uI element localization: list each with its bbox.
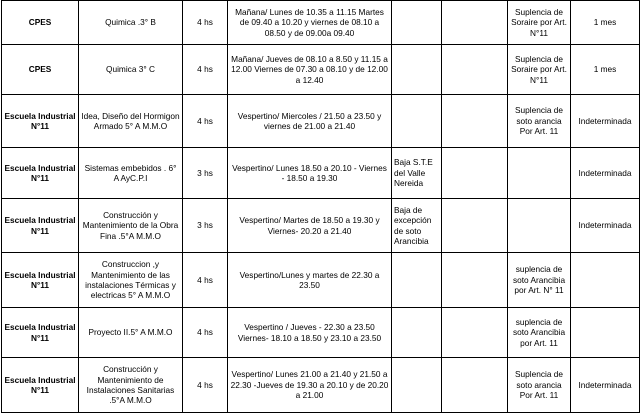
table-body bbox=[2, 1, 640, 413]
table-row bbox=[2, 308, 640, 358]
reason-cell bbox=[508, 199, 571, 253]
empty-cell bbox=[442, 199, 508, 253]
empty-cell bbox=[442, 1, 508, 45]
subject-cell: Idea, Diseño del Hormigon Armado 5° A M.M.O bbox=[79, 95, 183, 148]
hours-cell: 4 hs bbox=[183, 308, 228, 358]
table-row bbox=[2, 199, 640, 253]
assignments-table bbox=[1, 0, 640, 413]
observation-cell bbox=[392, 253, 442, 308]
schedule-cell: Vespertino / Jueves - 22.30 a 23.50 Viernes- 18.10 a 18.50 y 23.10 a 23.50 bbox=[228, 308, 392, 358]
subject-cell: Quimica .3° B bbox=[79, 1, 183, 45]
hours-cell: 3 hs bbox=[183, 148, 228, 199]
empty-cell bbox=[442, 45, 508, 95]
hours-cell: 3 hs bbox=[183, 199, 228, 253]
empty-cell bbox=[442, 253, 508, 308]
subject-cell: Construcción y Mantenimiento de la Obra Fina .5°A M.M.O bbox=[79, 199, 183, 253]
observation-cell: Baja de excepción de soto Arancibia bbox=[392, 199, 442, 253]
duration-cell: Indeterminada bbox=[571, 95, 640, 148]
institution-cell: Escuela Industrial N°11 bbox=[2, 308, 79, 358]
institution-cell: Escuela Industrial N°11 bbox=[2, 95, 79, 148]
observation-cell bbox=[392, 45, 442, 95]
table-row bbox=[2, 253, 640, 308]
subject-cell: Proyecto II.5° A M.M.O bbox=[79, 308, 183, 358]
schedule-cell: Mañana/ Jueves de 08.10 a 8.50 y 11.15 a 12.00 Viernes de 07.30 a 08.10 y de 12.00 a 12.40 bbox=[228, 45, 392, 95]
reason-cell: Suplencia de soto arancia Por Art. 11 bbox=[508, 358, 571, 413]
duration-cell: Indeterminada bbox=[571, 148, 640, 199]
reason-cell: Suplencia de Soraire por Art. N°11 bbox=[508, 45, 571, 95]
reason-cell: suplencia de soto Arancibia por Art. N° 11 bbox=[508, 253, 571, 308]
duration-cell: Indeterminada bbox=[571, 358, 640, 413]
subject-cell: Sistemas embebidos . 6° A AyC.P.I bbox=[79, 148, 183, 199]
duration-cell bbox=[571, 308, 640, 358]
subject-cell: Quimica 3° C bbox=[79, 45, 183, 95]
duration-cell bbox=[571, 253, 640, 308]
subject-cell: Construccion ,y Mantenimiento de las instalaciones Térmicas y electricas 5° A M.M.O bbox=[79, 253, 183, 308]
observation-cell bbox=[392, 95, 442, 148]
duration-cell: Indeterminada bbox=[571, 199, 640, 253]
duration-cell: 1 mes bbox=[571, 45, 640, 95]
table-row bbox=[2, 45, 640, 95]
subject-cell: Construcción y Mantenimiento de Instalaciones Sanitarias .5°A M.M.O bbox=[79, 358, 183, 413]
hours-cell: 4 hs bbox=[183, 358, 228, 413]
empty-cell bbox=[442, 148, 508, 199]
table-row bbox=[2, 148, 640, 199]
institution-cell: Escuela Industrial N°11 bbox=[2, 358, 79, 413]
schedule-cell: Vespertino/Lunes y martes de 22.30 a 23.50 bbox=[228, 253, 392, 308]
institution-cell: Escuela Industrial N°11 bbox=[2, 253, 79, 308]
observation-cell: Baja S.T.E del Valle Nereida bbox=[392, 148, 442, 199]
table-row bbox=[2, 95, 640, 148]
institution-cell: CPES bbox=[2, 45, 79, 95]
table-row bbox=[2, 1, 640, 45]
table-row bbox=[2, 358, 640, 413]
hours-cell: 4 hs bbox=[183, 1, 228, 45]
observation-cell bbox=[392, 358, 442, 413]
schedule-cell: Vespertino/ Lunes 18.50 a 20.10 - Viernes - 18.50 a 19.30 bbox=[228, 148, 392, 199]
empty-cell bbox=[442, 308, 508, 358]
reason-cell bbox=[508, 148, 571, 199]
empty-cell bbox=[442, 95, 508, 148]
hours-cell: 4 hs bbox=[183, 253, 228, 308]
observation-cell bbox=[392, 1, 442, 45]
reason-cell: Suplencia de soto arancia Por Art. 11 bbox=[508, 95, 571, 148]
institution-cell: CPES bbox=[2, 1, 79, 45]
reason-cell: Suplencia de Soraire por Art. N°11 bbox=[508, 1, 571, 45]
observation-cell bbox=[392, 308, 442, 358]
schedule-cell: Mañana/ Lunes de 10.35 a 11.15 Martes de 09.40 a 10.20 y viernes de 08.10 a 08.50 y de 09.00a 09.40 bbox=[228, 1, 392, 45]
schedule-cell: Vespertino/ Martes de 18.50 a 19.30 y Viernes- 20.20 a 21.40 bbox=[228, 199, 392, 253]
duration-cell: 1 mes bbox=[571, 1, 640, 45]
institution-cell: Escuela Industrial N°11 bbox=[2, 148, 79, 199]
institution-cell: Escuela Industrial N°11 bbox=[2, 199, 79, 253]
schedule-cell: Vespertino/ Miercoles / 21.50 a 23.50 y viernes de 21.00 a 21.40 bbox=[228, 95, 392, 148]
empty-cell bbox=[442, 358, 508, 413]
hours-cell: 4 hs bbox=[183, 95, 228, 148]
reason-cell: suplencia de soto Arancibia por Art. 11 bbox=[508, 308, 571, 358]
hours-cell: 4 hs bbox=[183, 45, 228, 95]
schedule-cell: Vespertino/ Lunes 21.00 a 21.40 y 21.50 a 22.30 -Jueves de 19.30 a 20.10 y de 20.20 a 21.00 bbox=[228, 358, 392, 413]
